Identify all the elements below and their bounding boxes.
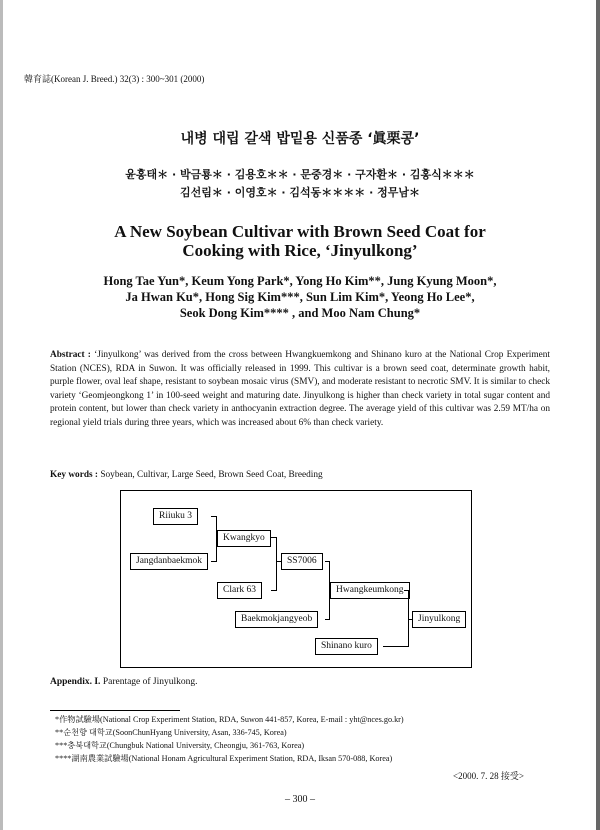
korean-authors-line-1: 윤홍태＊ · 박금룡＊ · 김용호＊＊ · 문중경＊ · 구자환＊ · 김홍식＊＊＊ — [125, 168, 475, 181]
keywords-label: Key words : — [50, 470, 99, 480]
pedigree-diagram — [120, 490, 472, 668]
received-date: <2000. 7. 28 接受> — [453, 771, 524, 781]
node-baekmokjangyeob: Baekmokjangyeob — [235, 611, 318, 628]
korean-title: 내병 대립 갈색 밥밑용 신품종 ‘眞栗콩’ — [180, 131, 420, 147]
english-title-line-1: A New Soybean Cultivar with Brown Seed Coat for — [114, 222, 486, 241]
keywords — [50, 470, 323, 480]
abstract-text: ‘Jinyulkong’ was derived from the cross between Hwangkuemkong and Shinano kuro at the National Crop Experiment Station (NCES), RDA in Suwon. It was officially released in 1999. This cultivar is a brown seed coat, determinate growth habit, purple flower, oval leaf shape, resistant to soybean mosaic virus (SMV), and moderate resistant to necrotic SMV. It is similar to check variety ‘Geomjeongkong 1’ in 100-seed weight and maturing date. Jinyulkong is higher than check variety in total sugar content and protein content, but lower than check variety in anthocyanin extraction degree. The average yield of this cultivar was 2.59 MT/ha on regional yield trials during three years, which was increased about 6% than check variety. — [50, 350, 550, 428]
connector-to-jinyul — [408, 619, 413, 620]
korean-authors-line-2: 김선림＊ · 이영호＊ · 김석동＊＊＊＊ · 정무남＊ — [179, 186, 421, 199]
node-riiuku-3: Riiuku 3 — [153, 508, 198, 525]
node-shinano-kuro: Shinano kuro — [315, 638, 378, 655]
journal-reference: 韓育誌(Korean J. Breed.) 32(3) : 300~301 (2000) — [24, 74, 205, 84]
connector-to-kwangkyo — [216, 537, 218, 538]
abstract-label: Abstract : — [50, 350, 91, 360]
footnote-2: **순천향 대학교(SoonChunHyang University, Asan, 336-745, Korea) — [55, 728, 287, 737]
footnote-4: ****湖南農業試驗場(National Honam Agricultural Experiment Station, RDA, Iksan 570-088, Korea) — [55, 754, 393, 763]
node-hwangkeumkong: Hwangkeumkong — [330, 582, 410, 599]
english-authors-line-2: Ja Hwan Ku*, Hong Sig Kim***, Sun Lim Kim*, Yeong Ho Lee*, — [125, 290, 475, 304]
node-ss7006: SS7006 — [281, 553, 323, 570]
connector-cross-2 — [276, 537, 277, 591]
caption-text: Parentage of Jinyulkong. — [100, 677, 198, 687]
english-authors-line-3: Seok Dong Kim**** , and Moo Nam Chung* — [179, 306, 421, 320]
node-kwangkyo: Kwangkyo — [217, 530, 271, 547]
page-number: – 300 – — [285, 794, 315, 805]
footnote-3: ***충북대학교(Chungbuk National University, Cheongju, 361-763, Korea) — [55, 741, 305, 750]
english-authors-line-1: Hong Tae Yun*, Keum Yong Park*, Yong Ho Kim**, Jung Kyung Moon*, — [103, 274, 497, 288]
scan-left-edge — [0, 0, 3, 830]
scan-right-edge — [596, 0, 600, 830]
node-jinyulkong: Jinyulkong — [412, 611, 466, 628]
footnote-rule — [50, 710, 180, 711]
footnote-1: *作物試驗場(National Crop Experiment Station, RDA, Suwon 441-857, Korea, E-mail : yht@nces.go.kr) — [55, 715, 404, 724]
node-clark-63: Clark 63 — [217, 582, 262, 599]
english-title-line-2: Cooking with Rice, ‘Jinyulkong’ — [182, 241, 418, 260]
node-jangdanbaekmok: Jangdanbaekmok — [130, 553, 208, 570]
figure-caption — [50, 677, 198, 687]
connector-cross-1 — [216, 516, 217, 562]
caption-label: Appendix. I. — [50, 677, 101, 687]
connector-shinano — [383, 646, 408, 647]
keywords-text: Soybean, Cultivar, Large Seed, Brown Seed Coat, Breeding — [98, 470, 323, 480]
connector-to-ss7006 — [276, 561, 282, 562]
abstract — [50, 349, 550, 431]
connector-to-hwangkeum — [329, 590, 331, 591]
